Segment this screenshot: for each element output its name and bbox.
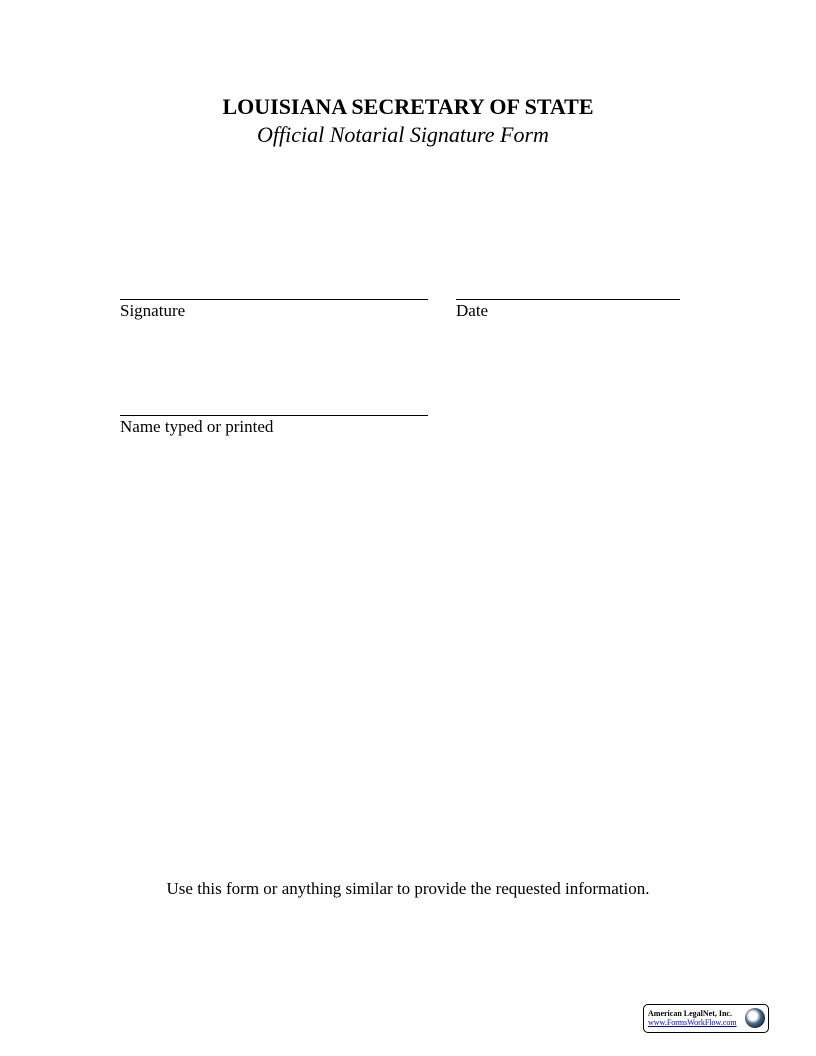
globe-icon (745, 1008, 765, 1028)
company-logo (643, 1004, 769, 1033)
date-line[interactable] (456, 299, 680, 300)
logo-company: American LegalNet, Inc. (648, 1009, 732, 1018)
name-line[interactable] (120, 415, 428, 416)
name-label: Name typed or printed (120, 417, 274, 436)
signature-line[interactable] (120, 299, 428, 300)
logo-link[interactable]: www.FormsWorkFlow.com (648, 1018, 737, 1027)
signature-label: Signature (120, 301, 186, 320)
page-title: LOUISIANA SECRETARY OF STATE (222, 94, 594, 119)
footer-note: Use this form or anything similar to provide the requested information. (166, 879, 650, 898)
page-subtitle: Official Notarial Signature Form (257, 122, 549, 147)
date-label: Date (456, 301, 489, 320)
